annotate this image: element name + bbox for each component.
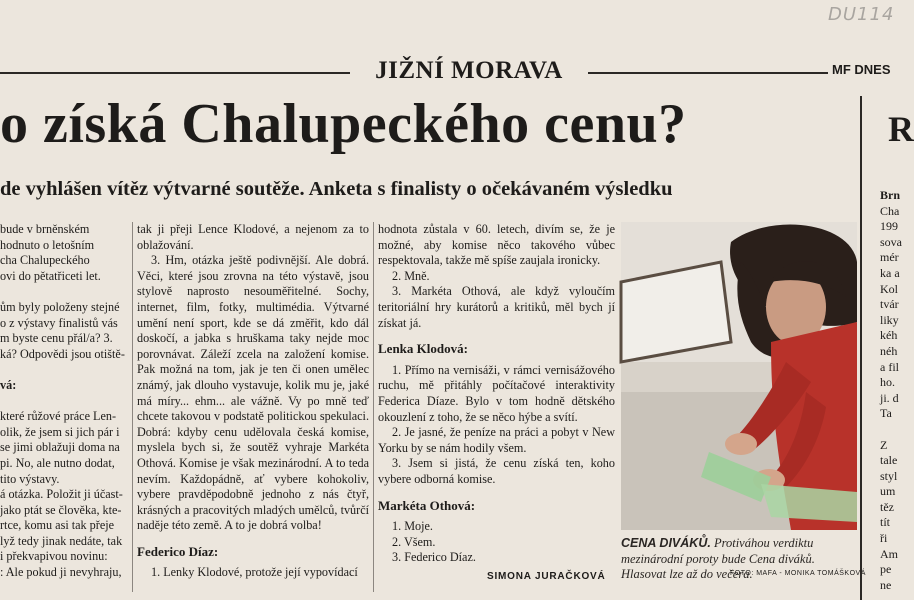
section-rule-right — [588, 72, 828, 74]
photo-illustration — [621, 222, 857, 530]
sidebar-line: 199 — [880, 219, 898, 234]
column-1-line: i překvapivou novinu: — [0, 549, 108, 564]
respondent-heading: Federico Díaz: — [137, 543, 219, 559]
sidebar-line: ka a — [880, 265, 900, 280]
column-1-line: cha Chalupeckého — [0, 253, 90, 268]
respondent-heading: Markéta Othová: — [378, 497, 476, 513]
column-1-line: á otázka. Položit ji účast- — [0, 487, 123, 502]
paragraph: 2. Je jasné, že peníze na práci a pobyt v New Yorku by se nám hodily všem. — [378, 425, 615, 455]
sidebar-line: ji. d — [880, 390, 899, 405]
sidebar-text — [880, 188, 902, 593]
photo-credit: FOTO: MAFA - MONIKA TOMÁŠKOVÁ — [730, 570, 866, 577]
column-1-line: rtce, komu asi tak přeje — [0, 518, 115, 533]
column-1-line: tito výstavy. — [0, 471, 60, 486]
sidebar-line: ři — [880, 531, 888, 546]
column-2 — [137, 222, 369, 581]
column-1-line: se jimi oblažuji doma na — [0, 440, 120, 455]
sidebar-line: liky — [880, 312, 899, 327]
sidebar-line: tvár — [880, 297, 899, 312]
paragraph: 3. Jsem si jistá, že cenu získá ten, koho vybere odborná komise. — [378, 456, 615, 486]
sidebar-line: ho. — [880, 375, 895, 390]
column-1-line: které růžové práce Len- — [0, 409, 117, 424]
headline: o získá Chalupeckého cenu? — [0, 93, 687, 155]
sidebar-line: styl — [880, 468, 898, 483]
sidebar-line: Am — [880, 546, 898, 561]
column-1-line: olik, že jsem si jich pár i — [0, 424, 120, 439]
column-1-line: bude v brněnském — [0, 222, 90, 236]
sidebar-line: Kol — [880, 281, 898, 296]
sidebar-line: a fil — [880, 359, 899, 374]
column-1-line: ovi do pětatřiceti let. — [0, 268, 101, 283]
sidebar-line: um — [880, 484, 896, 499]
sidebar-line: Ta — [880, 406, 892, 421]
sidebar-line: kéh — [880, 328, 898, 343]
column-3 — [378, 222, 615, 566]
paragraph: hodnota zůstala v 60. letech, divím se, že je možné, aby komise něco takového vůbec respektovala, takže mě spíše zaujala ironicky. — [378, 222, 615, 268]
column-1-line — [0, 284, 128, 300]
sidebar-line: Brn — [880, 188, 901, 202]
column-divider — [373, 222, 374, 592]
paragraph: 1. Lenky Klodové, protože její vypovídací — [151, 565, 358, 580]
caption-title: CENA DIVÁKŮ. — [621, 536, 711, 550]
caption-text: Protiváhou verdiktu mezinárodní poroty bude Cena diváků. Hlasovat lze až do večera. — [621, 536, 815, 581]
sidebar-line: Cha — [880, 203, 900, 218]
paragraph: 3. Markéta Othová, ale když vyloučím teritoriální hry kurátorů a kritiků, měl bych jí získat já. — [378, 284, 615, 330]
column-1-line: hodnuto o letošním — [0, 237, 95, 252]
sidebar-line: mér — [880, 250, 899, 265]
sidebar-line: pe — [880, 562, 892, 577]
paragraph: 1. Přímo na vernisáži, v rámci vernisážového ruchu, mě přitáhly počítačové interaktivity Federica Díaze. Bylo v tom hodně dětského okouzlení z toho, že se něco hýbe a svítí. — [378, 362, 615, 424]
respondent-heading: Lenka Klodová: — [378, 341, 468, 357]
subheadline: de vyhlášen vítěz výtvarné soutěže. Anketa s finalisty o očekávaném výsledku — [0, 178, 673, 200]
sidebar-divider — [860, 96, 862, 600]
paragraph: 2. Všem. — [392, 534, 436, 549]
column-1-line: : Ale pokud ji nevyhraju, — [0, 565, 122, 580]
sidebar-line: néh — [880, 343, 898, 358]
column-1-line: lyž tedy jinak nedáte, tak — [0, 533, 123, 548]
column-1 — [0, 222, 128, 581]
sidebar-line: tít — [880, 515, 891, 530]
newspaper-name: MF DNES — [832, 62, 891, 77]
paragraph: 3. Federico Díaz. — [392, 550, 476, 565]
section-rule-left — [0, 72, 350, 74]
column-1-line: m byste cenu přál/a? 3. — [0, 331, 113, 346]
section-title: JIŽNÍ MORAVA — [375, 57, 563, 84]
paragraph: 3. Hm, otázka ještě podivnější. Ale dobrá. Věci, které jsou zrovna na této výstavě, jsou stylově naprosto nesouměřitelné. Sochy, internet, film, fotky, multimédia. Výtvarné umění není sport, kde se dá změřit, kdo dál doskočí, a jabka s hruškama taky nejde moc porovnávat. Záleží zcela na založení komise. Pak možná na tom, jak je ten či onen umělec známý, jak dlouho vystavuje, kolik mu je, jaké má míry... ehm... ale vážně. Vy po mně teď chcete takovou v podstatě politickou spekulaci. Dobrá: kdyby cenu udělovala česká komise, myslela bych si, že soutěž vyhraje Markéta Othová. Komise je však mezinárodní. A to teda nevím. Každopádně, ať vybere kohokoliv, vybere pravděpodobně jednoho z nás čtyř, krásných a pracovitých mladých umělců, tvůrčí naděje této země. A to je dobrá volba! — [137, 253, 369, 533]
article-photo — [621, 222, 857, 530]
sidebar-line: sova — [880, 234, 902, 249]
paragraph: 1. Moje. — [392, 519, 433, 534]
sidebar-headline-letter: R — [888, 109, 914, 149]
column-1-line: jako ptát se člověka, kte- — [0, 502, 122, 517]
column-divider — [132, 222, 133, 592]
paragraph: tak ji přeji Lence Klodové, a nejenom za to oblažování. — [137, 222, 369, 252]
column-1-line — [0, 362, 128, 378]
sidebar-line: tale — [880, 453, 898, 468]
column-1-line: ům byly položeny stejné — [0, 299, 120, 314]
column-1-line — [0, 394, 128, 410]
column-1-line: pi. No, ale nutno dodat, — [0, 455, 115, 470]
handwritten-archive-number: DU114 — [828, 4, 895, 25]
column-1-line: o z výstavy finalistů vás — [0, 315, 118, 330]
column-1-line: ká? Odpovědi jsou otiště- — [0, 346, 125, 361]
sidebar-line — [880, 422, 902, 438]
author-byline: SIMONA JURAČKOVÁ — [487, 571, 606, 582]
sidebar-line: ne — [880, 577, 892, 592]
sidebar-line: Z — [880, 437, 888, 452]
paragraph: 2. Mně. — [392, 268, 430, 283]
column-1-line: vá: — [0, 377, 17, 392]
sidebar-line: těz — [880, 499, 894, 514]
